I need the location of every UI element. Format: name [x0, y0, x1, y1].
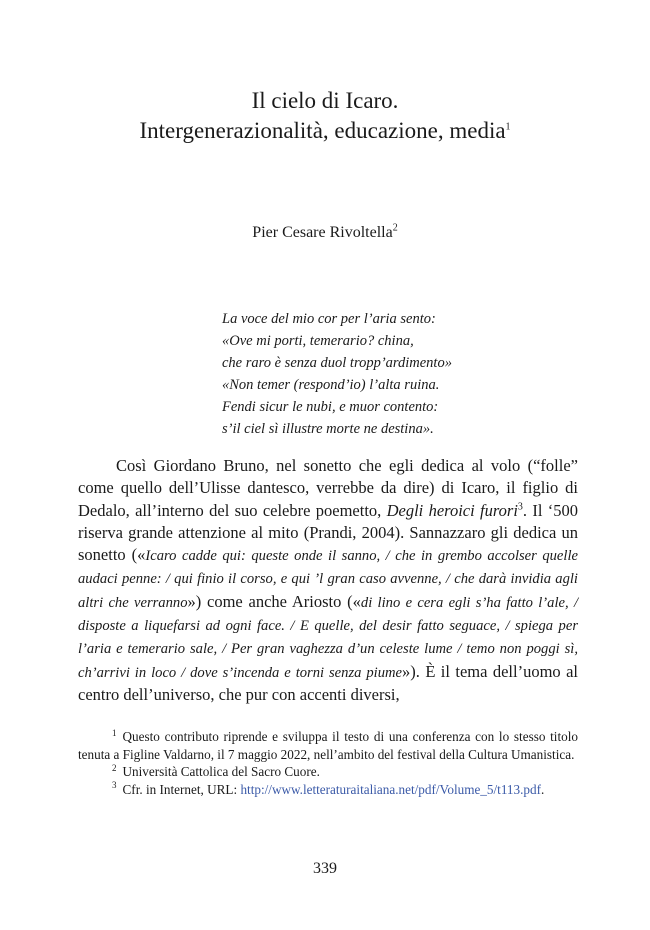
footnote-number: 2	[112, 762, 117, 773]
body-paragraph	[78, 455, 578, 706]
chapter-title	[0, 86, 650, 146]
footnote-ref-3[interactable]: 3	[517, 501, 523, 513]
footnote-text: Università Cattolica del Sacro Cuore.	[122, 764, 320, 779]
epigraph-poem	[222, 308, 452, 440]
footnote-3	[78, 781, 578, 799]
footnote-text-end: .	[541, 781, 545, 797]
footnote-text: Cfr. in Internet, URL:	[122, 781, 241, 797]
title-subtitle: Intergenerazionalità, educazione, media	[139, 118, 506, 143]
poem-line: «Non temer (respond’io) l’alta ruina.	[222, 377, 440, 393]
footnote-number: 1	[112, 727, 117, 738]
body-text-run: ») come anche Ariosto («	[187, 591, 361, 611]
footnote-ref-2[interactable]: 2	[392, 222, 398, 234]
poem-line: s’il ciel sì illustre morte ne destina».	[222, 421, 434, 437]
poem-line: Fendi sicur le nubi, e muor contento:	[222, 399, 439, 415]
poem-line: La voce del mio cor per l’aria sento:	[222, 311, 436, 327]
ariosto-quote: di lino e cera egli s’ha fatto l’ale, / disposte a liquefarsi ad ogni face. / E quelle, del desir fatto seguace, / spiega per l’aria e temerario sale, / Per gran vaghezza d’un celeste lume / temo non poggi sì, ch’arrivi in loco / dove s’incenda e torni senza piume	[78, 594, 579, 681]
body-text-run: »). È il tema dell’uomo al centro dell’universo, che pur con accenti diversi,	[78, 661, 579, 704]
sannazzaro-quote: Icaro cadde qui: queste onde il sanno, / che in grembo accolser quelle audaci penne: / qui finio il corso, e qui ’l gran caso avvenne, / che darà invidia agli altri che verranno	[78, 548, 578, 611]
body-text	[78, 455, 578, 706]
page-number: 339	[313, 860, 337, 877]
poem-line: che raro è senza duol tropp’ardimento»	[222, 355, 452, 371]
author-line	[0, 224, 650, 242]
body-text-run: . Il ‘500 riserva grande attenzione al mito (Prandi, 2004). Sannazzaro gli dedica un sonetto («	[78, 500, 578, 565]
footnote-2	[78, 763, 578, 781]
footnote-ref-1[interactable]: 1	[505, 121, 511, 133]
footnote-url-link[interactable]: http://www.letteraturaitaliana.net/pdf/Volume_5/t113.pdf	[240, 781, 541, 797]
body-text-run: Così Giordano Bruno, nel sonetto che egli dedica al volo (“folle” come quello dell’Ulisse dantesco, verrebbe da dire) di Icaro, il figlio di Dedalo, all’interno del suo celebre poemetto,	[78, 456, 578, 520]
title-line-1: Il cielo di Icaro.	[251, 88, 399, 113]
poem-line: «Ove mi porti, temerario? china,	[222, 333, 414, 349]
footnote-1	[78, 728, 578, 763]
title-line-2	[0, 116, 650, 146]
footnotes	[78, 728, 578, 798]
work-title: Degli heroici furori	[386, 500, 518, 520]
footnote-number: 3	[112, 780, 117, 791]
author-name: Pier Cesare Rivoltella	[252, 224, 393, 241]
footnote-text: Questo contributo riprende e sviluppa il testo di una conferenza con lo stesso titolo tenuta a Figline Valdarno, il 7 maggio 2022, nell’ambito del festival della Cultura Umanistica.	[78, 729, 578, 762]
